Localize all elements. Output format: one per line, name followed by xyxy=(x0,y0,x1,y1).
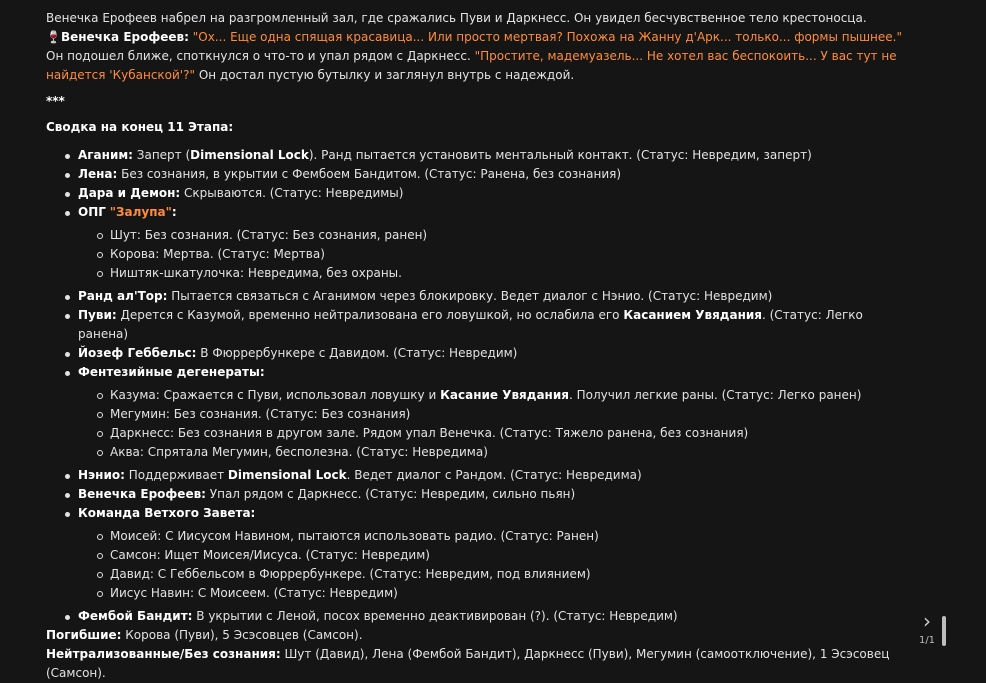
story-paragraph-2 xyxy=(46,28,906,85)
item-name: Ранд ал'Тор: xyxy=(78,289,168,303)
story-paragraph-1: Венечка Ерофеев набрел на разгромленный зал, где сражались Пуви и Даркнесс. Он увидел бесчувственное тело крестоносца. xyxy=(46,11,867,25)
team-sublist xyxy=(78,527,906,603)
item-text: Заперт ( xyxy=(132,148,191,162)
item-name: Лена: xyxy=(78,167,118,181)
quote-1: "Ох... Еще одна спящая красавица... Или просто мертвая? Похожа на Жанну д'Арк... только... формы пышнее." xyxy=(188,30,903,44)
item-text: . (Статус: Легко ранена) xyxy=(78,308,863,341)
item-name: Венечка Ерофеев: xyxy=(78,487,206,501)
item-name: Фентезийные дегенераты: xyxy=(78,365,265,379)
item-colon: : xyxy=(171,205,177,219)
dead-label: Погибшие: xyxy=(46,628,122,642)
summary-title: Сводка на конец 11 Этапа: xyxy=(46,120,234,134)
item-text: Упал рядом с Даркнесс. (Статус: Невредим, сильно пьян) xyxy=(205,487,576,501)
item-term: Dimensional Lock xyxy=(227,468,347,482)
neutralized-text: Шут (Давид), Лена (Фембой Бандит), Даркнесс (Пуви), Мегумин (самоотключение), 1 Эсэсовец (Самсон). xyxy=(46,647,890,680)
neutralized-line xyxy=(46,645,906,683)
list-item: Давид: С Геббельсом в Фюррербункере. (Статус: Невредим, под влиянием) xyxy=(78,565,906,584)
list-item: Моисей: С Иисусом Навином, пытаются использовать радио. (Статус: Ранен) xyxy=(78,527,906,546)
item-text: . Получил легкие раны. (Статус: Легко ранен) xyxy=(568,388,862,402)
item-term: Dimensional Lock xyxy=(190,148,309,162)
opg-sublist xyxy=(78,226,906,283)
item-term: Касание Увядания xyxy=(440,388,569,402)
neutralized-label: Нейтрализованные/Без сознания: xyxy=(46,647,281,661)
list-item: Иисус Навин: С Моисеем. (Статус: Невредим) xyxy=(78,584,906,603)
item-name: Команда Ветхого Завета: xyxy=(78,506,256,520)
list-item: Самсон: Ищет Моисея/Иисуса. (Статус: Невредим) xyxy=(78,546,906,565)
item-name: ОПГ xyxy=(78,205,106,219)
item-name: Аганим: xyxy=(78,148,133,162)
item-text: Скрываются. (Статус: Невредимы) xyxy=(180,186,404,200)
list-item xyxy=(78,386,906,405)
item-text: Дерется с Казумой, временно нейтрализована его ловушкой, но ослабила его xyxy=(116,308,624,322)
summary-item-rand xyxy=(46,287,906,306)
summary-item-team xyxy=(46,504,906,603)
item-text: В Фюррербункере с Давидом. (Статус: Невредим) xyxy=(196,346,518,360)
summary-item-goebbels xyxy=(46,344,906,363)
item-text: В укрытии с Леной, посох временно деактивирован (?). (Статус: Невредим) xyxy=(192,609,678,623)
list-item: Мегумин: Без сознания. (Статус: Без сознания) xyxy=(78,405,906,424)
item-text: Без сознания, в укрытии с Фембоем Бандитом. (Статус: Ранена, без сознания) xyxy=(117,167,622,181)
summary-item-aganim xyxy=(46,146,906,165)
item-name: Пуви: xyxy=(78,308,117,322)
summary-item-opg xyxy=(46,203,906,283)
dead-line xyxy=(46,626,906,645)
item-name: Фембой Бандит: xyxy=(78,609,193,623)
item-name: Дара и Демон: xyxy=(78,186,181,200)
item-text: Пытается связаться с Аганимом через блокировку. Ведет диалог с Нэнио. (Статус: Невредим) xyxy=(167,289,773,303)
wine-glass-icon: 🍷 xyxy=(46,30,61,44)
narration-2: Он достал пустую бутылку и заглянул внутрь с надеждой. xyxy=(195,68,575,82)
summary-item-nenio xyxy=(46,466,906,485)
summary-item-puvi xyxy=(46,306,906,344)
item-term: Касанием Увядания xyxy=(623,308,762,322)
item-name: Йозеф Геббельс: xyxy=(78,346,197,360)
scrollbar-thumb[interactable] xyxy=(942,616,946,646)
fantasy-sublist xyxy=(78,386,906,462)
item-text: Казума: Сражается с Пуви, использовал ловушку и xyxy=(110,388,441,402)
summary-item-lena xyxy=(46,165,906,184)
summary-list xyxy=(46,146,906,626)
item-text: Поддерживает xyxy=(124,468,228,482)
page-counter: 1/1 xyxy=(918,635,936,646)
item-text: . Ведет диалог с Рандом. (Статус: Невредима) xyxy=(346,468,642,482)
narration-1: Он подошел ближе, споткнулся о что-то и упал рядом с Даркнесс. xyxy=(46,49,475,63)
summary-item-dara xyxy=(46,184,906,203)
summary-item-femboy xyxy=(46,607,906,626)
list-item: Шут: Без сознания. (Статус: Без сознания, ранен) xyxy=(78,226,906,245)
separator: *** xyxy=(46,94,65,108)
list-item: Даркнесс: Без сознания в другом зале. Рядом упал Венечка. (Статус: Тяжело ранена, без сознания) xyxy=(78,424,906,443)
message-content xyxy=(46,9,906,683)
list-item: Ништяк-шкатулочка: Невредима, без охраны. xyxy=(78,264,906,283)
group-name: "Залупа" xyxy=(109,205,172,219)
speaker-name: Венечка Ерофеев: xyxy=(60,30,189,44)
dead-text: Корова (Пуви), 5 Эсэсовцев (Самсон). xyxy=(121,628,363,642)
list-item: Аква: Спрятала Мегумин, бесполезна. (Статус: Невредима) xyxy=(78,443,906,462)
list-item: Корова: Мертва. (Статус: Мертва) xyxy=(78,245,906,264)
item-text: ). Ранд пытается установить ментальный контакт. (Статус: Невредим, заперт) xyxy=(308,148,812,162)
quote-2: "Простите, мадемуазель... Не хотел вас беспокоить... У вас тут не найдется 'Кубанской'?" xyxy=(46,49,897,82)
item-name: Нэнио: xyxy=(78,468,125,482)
summary-item-venechka xyxy=(46,485,906,504)
chevron-right-icon[interactable]: › xyxy=(923,609,931,633)
summary-item-fantasy xyxy=(46,363,906,462)
message-pager xyxy=(916,609,938,649)
